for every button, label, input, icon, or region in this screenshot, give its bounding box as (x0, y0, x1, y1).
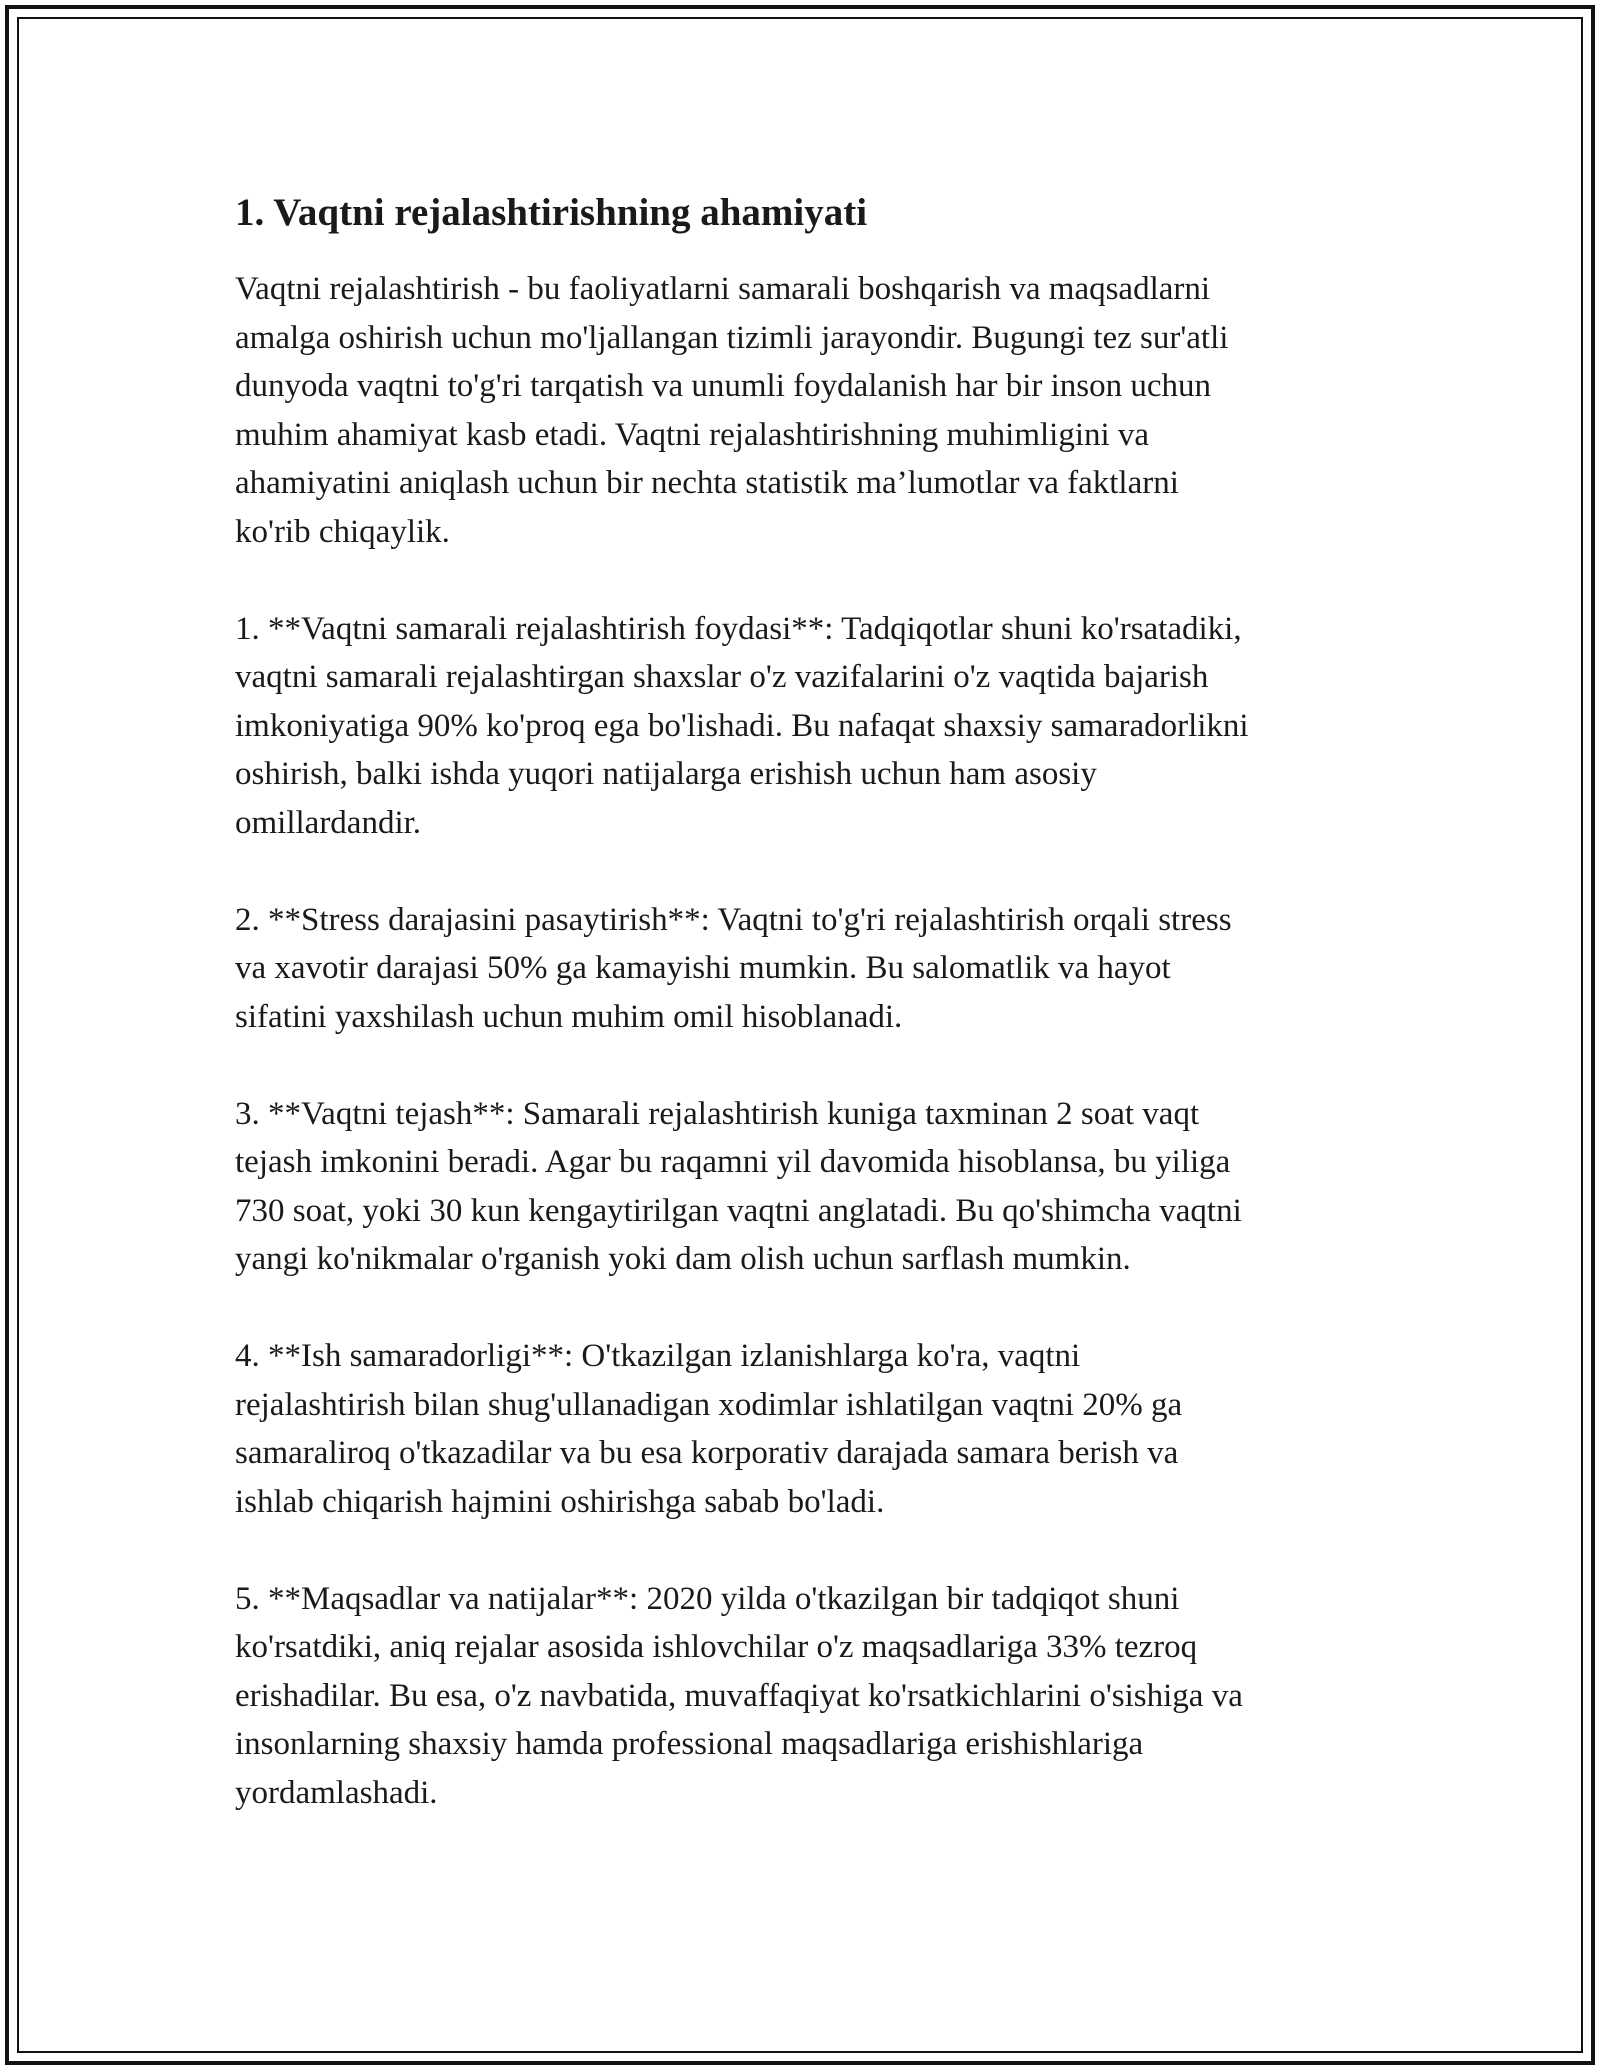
document-body (235, 187, 1385, 1866)
point-3-paragraph: 3. **Vaqtni tejash**: Samarali rejalashtirish kuniga taxminan 2 soat vaqt tejash imkonini beradi. Agar bu raqamni yil davomida hisoblansa, bu yiliga 730 soat, yoki 30 kun kengaytirilgan vaqtni anglatadi. Bu qo'shimcha vaqtni yangi ko'nikmalar o'rganish yoki dam olish uchun sarflash mumkin. (235, 1095, 1242, 1277)
point-4-paragraph: 4. **Ish samaradorligi**: O'tkazilgan izlanishlarga ko'ra, vaqtni rejalashtirish bilan shug'ullanadigan xodimlar ishlatilgan vaqtni 20% ga samaraliroq o'tkazadilar va bu esa korporativ darajada samara berish va ishlab chiqarish hajmini oshirishga sabab bo'ladi. (235, 1338, 1183, 1520)
point-5-paragraph: 5. **Maqsadlar va natijalar**: 2020 yilda o'tkazilgan bir tadqiqot shuni ko'rsatdiki, aniq rejalar asosida ishlovchilar o'z maqsadlariga 33% tezroq erishadilar. Bu esa, o'z navbatida, muvaffaqiyat ko'rsatkichlarini o'sishiga va insonlarning shaxsiy hamda professional maqsadlariga erishishlariga yordamlashadi. (235, 1580, 1243, 1811)
point-2-paragraph: 2. **Stress darajasini pasaytirish**: Vaqtni to'g'ri rejalashtirish orqali stress va xavotir darajasi 50% ga kamayishi mumkin. Bu salomatlik va hayot sifatini yaxshilash uchun muhim omil hisoblanadi. (235, 901, 1232, 1035)
intro-paragraph: Vaqtni rejalashtirish - bu faoliyatlarni samarali boshqarish va maqsadlarni amalga oshirish uchun mo'ljallangan tizimli jarayondir. Bugungi tez sur'atli dunyoda vaqtni to'g'ri tarqatish va unumli foydalanish har bir inson uchun muhim ahamiyat kasb etadi. Vaqtni rejalashtirishning muhimligini va ahamiyatini aniqlash uchun bir nechta statistik ma’lumotlar va faktlarni ko'rib chiqaylik. (235, 271, 1229, 550)
section-title: 1. Vaqtni rejalashtirishning ahamiyati (235, 191, 868, 234)
point-1-paragraph: 1. **Vaqtni samarali rejalashtirish foydasi**: Tadqiqotlar shuni ko'rsatadiki, vaqtni samarali rejalashtirgan shaxslar o'z vazifalarini o'z vaqtida bajarish imkoniyatiga 90% ko'proq ega bo'lishadi. Bu nafaqat shaxsiy samaradorlikni oshirish, balki ishda yuqori natijalarga erishish uchun ham asosiy omillardandir. (235, 610, 1249, 841)
